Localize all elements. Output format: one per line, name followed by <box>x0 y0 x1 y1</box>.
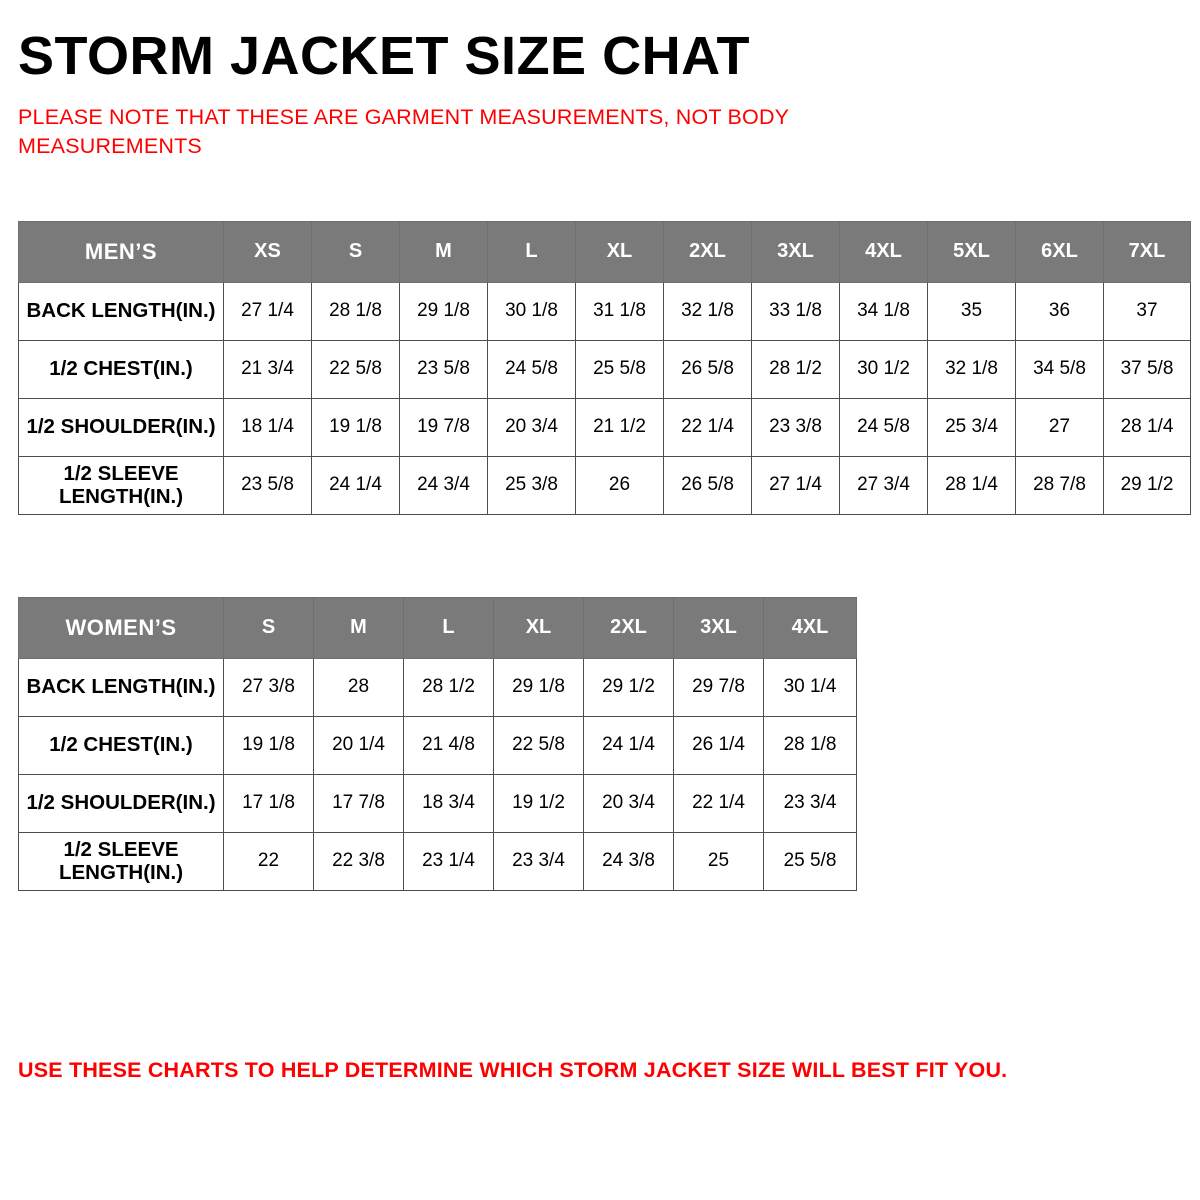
table-row <box>19 716 857 774</box>
cell: 20 3/4 <box>584 774 674 832</box>
cell: 30 1/4 <box>764 658 857 716</box>
cell: 35 <box>928 282 1016 340</box>
cell: 18 3/4 <box>404 774 494 832</box>
cell: 28 1/2 <box>404 658 494 716</box>
column-header-6xl: 6XL <box>1016 221 1104 282</box>
column-header-2xl: 2XL <box>584 597 674 658</box>
column-header-3xl: 3XL <box>752 221 840 282</box>
cell: 37 5/8 <box>1104 340 1191 398</box>
cell: 19 1/8 <box>224 716 314 774</box>
row-label-half-shoulder: 1/2 SHOULDER(IN.) <box>19 398 224 456</box>
cell: 22 <box>224 832 314 890</box>
cell: 28 1/4 <box>1104 398 1191 456</box>
cell: 29 1/2 <box>584 658 674 716</box>
cell: 27 1/4 <box>224 282 312 340</box>
cell: 25 3/4 <box>928 398 1016 456</box>
mens-header-label: MEN’S <box>19 221 224 282</box>
womens-header-label: WOMEN’S <box>19 597 224 658</box>
cell: 21 3/4 <box>224 340 312 398</box>
cell: 22 5/8 <box>312 340 400 398</box>
cell: 32 1/8 <box>664 282 752 340</box>
cell: 25 5/8 <box>576 340 664 398</box>
womens-size-table <box>18 597 857 891</box>
cell: 28 1/4 <box>928 456 1016 514</box>
table-row <box>19 456 1191 514</box>
cell: 29 1/8 <box>400 282 488 340</box>
cell: 24 3/8 <box>584 832 674 890</box>
cell: 32 1/8 <box>928 340 1016 398</box>
table-row <box>19 340 1191 398</box>
column-header-xl: XL <box>494 597 584 658</box>
cell: 24 3/4 <box>400 456 488 514</box>
column-header-l: L <box>404 597 494 658</box>
cell: 23 3/8 <box>752 398 840 456</box>
column-header-7xl: 7XL <box>1104 221 1191 282</box>
cell: 30 1/2 <box>840 340 928 398</box>
cell: 34 1/8 <box>840 282 928 340</box>
cell: 17 7/8 <box>314 774 404 832</box>
cell: 19 1/2 <box>494 774 584 832</box>
cell: 22 1/4 <box>674 774 764 832</box>
cell: 30 1/8 <box>488 282 576 340</box>
cell: 34 5/8 <box>1016 340 1104 398</box>
table-row <box>19 398 1191 456</box>
cell: 22 1/4 <box>664 398 752 456</box>
table-row <box>19 774 857 832</box>
mens-size-table <box>18 221 1191 515</box>
page-title: STORM JACKET SIZE CHAT <box>18 26 751 86</box>
column-header-s: S <box>312 221 400 282</box>
cell: 28 7/8 <box>1016 456 1104 514</box>
cell: 27 3/8 <box>224 658 314 716</box>
table-row <box>19 832 857 890</box>
cell: 28 1/2 <box>752 340 840 398</box>
cell: 23 5/8 <box>224 456 312 514</box>
cell: 28 1/8 <box>312 282 400 340</box>
cell: 26 5/8 <box>664 340 752 398</box>
cell: 29 1/2 <box>1104 456 1191 514</box>
cell: 27 <box>1016 398 1104 456</box>
column-header-4xl: 4XL <box>840 221 928 282</box>
column-header-5xl: 5XL <box>928 221 1016 282</box>
cell: 23 3/4 <box>764 774 857 832</box>
column-header-xs: XS <box>224 221 312 282</box>
row-label-half-shoulder: 1/2 SHOULDER(IN.) <box>19 774 224 832</box>
cell: 20 1/4 <box>314 716 404 774</box>
column-header-m: M <box>314 597 404 658</box>
cell: 25 3/8 <box>488 456 576 514</box>
row-label-back-length: BACK LENGTH(IN.) <box>19 282 224 340</box>
row-label-half-sleeve-length: 1/2 SLEEVE LENGTH(IN.) <box>19 456 224 514</box>
cell: 29 1/8 <box>494 658 584 716</box>
cell: 27 1/4 <box>752 456 840 514</box>
top-note: PLEASE NOTE THAT THESE ARE GARMENT MEASUREMENTS, NOT BODY MEASUREMENTS <box>18 104 789 158</box>
cell: 22 3/8 <box>314 832 404 890</box>
cell: 24 5/8 <box>840 398 928 456</box>
cell: 25 <box>674 832 764 890</box>
cell: 21 1/2 <box>576 398 664 456</box>
column-header-3xl: 3XL <box>674 597 764 658</box>
cell: 24 5/8 <box>488 340 576 398</box>
cell: 37 <box>1104 282 1191 340</box>
table-header-row <box>19 221 1191 282</box>
table-row <box>19 282 1191 340</box>
bottom-note: USE THESE CHARTS TO HELP DETERMINE WHICH STORM JACKET SIZE WILL BEST FIT YOU. <box>18 1058 1008 1082</box>
cell: 17 1/8 <box>224 774 314 832</box>
cell: 18 1/4 <box>224 398 312 456</box>
table-header-row <box>19 597 857 658</box>
cell: 23 5/8 <box>400 340 488 398</box>
cell: 22 5/8 <box>494 716 584 774</box>
cell: 25 5/8 <box>764 832 857 890</box>
cell: 23 1/4 <box>404 832 494 890</box>
column-header-m: M <box>400 221 488 282</box>
cell: 21 4/8 <box>404 716 494 774</box>
column-header-l: L <box>488 221 576 282</box>
cell: 20 3/4 <box>488 398 576 456</box>
cell: 24 1/4 <box>312 456 400 514</box>
table-row <box>19 658 857 716</box>
cell: 23 3/4 <box>494 832 584 890</box>
cell: 31 1/8 <box>576 282 664 340</box>
cell: 19 7/8 <box>400 398 488 456</box>
row-label-half-chest: 1/2 CHEST(IN.) <box>19 340 224 398</box>
column-header-s: S <box>224 597 314 658</box>
column-header-xl: XL <box>576 221 664 282</box>
row-label-half-sleeve-length: 1/2 SLEEVE LENGTH(IN.) <box>19 832 224 890</box>
column-header-2xl: 2XL <box>664 221 752 282</box>
row-label-half-chest: 1/2 CHEST(IN.) <box>19 716 224 774</box>
cell: 33 1/8 <box>752 282 840 340</box>
column-header-4xl: 4XL <box>764 597 857 658</box>
cell: 26 <box>576 456 664 514</box>
cell: 26 5/8 <box>664 456 752 514</box>
cell: 29 7/8 <box>674 658 764 716</box>
cell: 28 1/8 <box>764 716 857 774</box>
cell: 26 1/4 <box>674 716 764 774</box>
cell: 19 1/8 <box>312 398 400 456</box>
cell: 28 <box>314 658 404 716</box>
row-label-back-length: BACK LENGTH(IN.) <box>19 658 224 716</box>
cell: 27 3/4 <box>840 456 928 514</box>
cell: 36 <box>1016 282 1104 340</box>
cell: 24 1/4 <box>584 716 674 774</box>
